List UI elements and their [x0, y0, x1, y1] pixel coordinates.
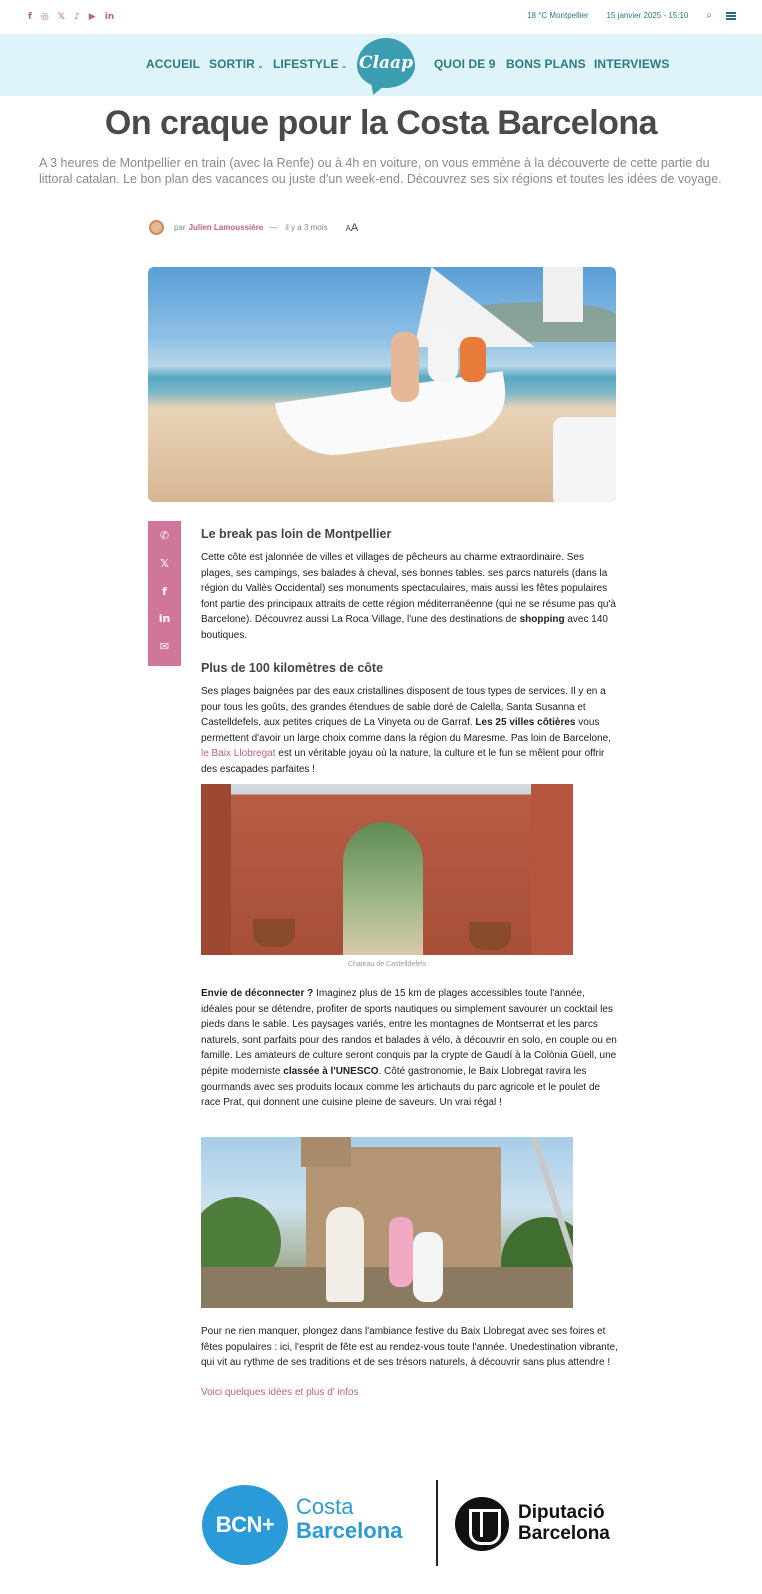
- byline-separator: —: [269, 223, 278, 232]
- instagram-icon[interactable]: ◎: [40, 12, 49, 22]
- main-nav: [0, 34, 762, 96]
- section-4: [201, 1324, 618, 1400]
- font-size-toggle[interactable]: [346, 222, 359, 234]
- section-3: [201, 986, 618, 1111]
- paragraph-4: Pour ne rien manquer, plongez dans l'ambiance festive du Baix Llobregat avec ses foires et fêtes populaires : ici, l'esprit de fête est au rendez-vous toute l'année. Unedestination vibrante, qui vit au rythme de ses traditions et de ses trésors naturels, à découvrir sans plus attendre !: [201, 1326, 618, 1369]
- email-share-icon[interactable]: ✉: [159, 640, 170, 654]
- top-right-info: [527, 10, 736, 21]
- current-date: 15 janvier 2025 - 15:10: [606, 11, 689, 20]
- bcn-logo[interactable]: BCN+: [202, 1485, 288, 1565]
- hero-boat-2: [553, 417, 616, 502]
- site-logo[interactable]: [357, 38, 415, 88]
- bold-text: classée à l'UNESCO: [283, 1065, 379, 1077]
- section-2: [201, 661, 618, 778]
- top-bar: [0, 0, 762, 34]
- nav-item-quoi-de-9[interactable]: [434, 57, 496, 71]
- diputacio-logo[interactable]: [518, 1502, 610, 1544]
- article-lead: A 3 heures de Montpellier en train (avec la Renfe) ou à 4h en voiture, on vous emmène à la découverte de cette partie du littoral catalan. Le bon plan des vacances ou juste d'un week-end. Découvrez ses six régions et toutes les idées de voyage.: [39, 156, 722, 186]
- section-1: [201, 527, 618, 644]
- social-links: [28, 11, 114, 23]
- baix-llobregat-link[interactable]: le Baix Llobregat: [201, 748, 276, 760]
- nav-item-accueil[interactable]: [146, 57, 200, 71]
- tiktok-icon[interactable]: ♪: [74, 12, 80, 22]
- search-icon[interactable]: ⌕: [706, 10, 712, 21]
- whatsapp-icon[interactable]: ✆: [159, 529, 170, 542]
- castle-arch: [343, 822, 423, 955]
- publish-time: il y a 3 mois: [285, 223, 328, 232]
- logo-text: Claap: [359, 53, 413, 73]
- facebook-share-icon[interactable]: f: [162, 584, 167, 598]
- paragraph-3: [201, 986, 618, 1111]
- costa-text: Costa: [296, 1494, 354, 1519]
- byline: [149, 220, 358, 235]
- section-2-paragraph: [201, 684, 618, 778]
- bold-text: shopping: [519, 614, 565, 626]
- menu-icon[interactable]: [726, 12, 736, 20]
- barcelona-text: Barcelona: [518, 1523, 610, 1544]
- share-bar: [148, 521, 181, 666]
- barcelona-text: Barcelona: [296, 1518, 403, 1543]
- nav-item-label: LIFESTYLE: [273, 57, 339, 71]
- flower-pot: [253, 919, 295, 947]
- section-1-title: Le break pas loin de Montpellier: [201, 527, 392, 541]
- nav-item-interviews[interactable]: [594, 57, 669, 71]
- byline-par: par: [174, 223, 186, 232]
- linkedin-share-icon[interactable]: in: [158, 612, 171, 626]
- divider: [436, 1480, 438, 1566]
- castle-wall: [531, 784, 573, 955]
- nav-item-bons-plans[interactable]: [506, 57, 586, 71]
- nav-item-label: INTERVIEWS: [594, 57, 670, 71]
- person: [413, 1232, 443, 1302]
- nav-item-label: QUOI DE 9: [434, 57, 496, 71]
- text: vous permettent d'avoir un large choix comme dans la région du Maresme. Pas loin de Barcelone,: [201, 717, 611, 744]
- bold-text: Envie de déconnecter ?: [201, 988, 314, 999]
- hero-sail-2: [543, 267, 583, 322]
- castle-wall: [201, 784, 231, 955]
- text: Cette côte est jalonnée de villes et villages de pêcheurs au charme extraordinaire. Ses plages, ses campings, ses balades à cheval, ses bonnes tables. ses parcs naturels (dans la région du Vallès Occidental) ses monuments spectaculaires, mais aussi les fêtes populaires font partie des principaux attraits de cette région méditerranéenne (qui ne se résume pas qu'à Barcelone). Découvrez aussi La Roca Village, l'une des destinations de: [201, 552, 616, 626]
- avatar[interactable]: [149, 220, 164, 235]
- author-link[interactable]: Julien Lamoussière: [188, 223, 264, 232]
- weather-readout: 18 °C Montpellier: [527, 11, 589, 20]
- costa-barcelona-logo[interactable]: [296, 1495, 402, 1543]
- x-share-icon[interactable]: 𝕏: [160, 556, 169, 570]
- text: est un véritable joyau où la nature, la culture et le fun se mêlent pour offrir des escapades parfaites !: [201, 748, 605, 775]
- flower-pot: [469, 922, 511, 950]
- diputacio-seal-icon: [455, 1497, 509, 1551]
- linkedin-icon[interactable]: in: [104, 12, 115, 22]
- hero-image: [148, 267, 616, 502]
- text: . Côté gastronomie, le Baix Llobregat ravira les gourmands avec ses produits locaux comme les artichauts du parc agricole et le poulet de race Prat, qui donnent une cuisine pleine de saveurs. Un vrai régal !: [201, 1065, 601, 1109]
- youtube-icon[interactable]: ▶: [88, 12, 96, 22]
- text: Ses plages baignées par des eaux cristallines disposent de tous types de services. Il y en a pour tous les goûts, des grandes étendues de sable doré de Calella, Santa Susanna et Castelldefels, aux petites criques de La Vinyeta ou de Garraf.: [201, 686, 606, 729]
- nav-item-label: SORTIR: [209, 57, 255, 71]
- family-tower-image: [201, 1137, 573, 1308]
- facebook-icon[interactable]: f: [28, 12, 32, 22]
- font-size-small: A: [345, 223, 351, 233]
- image-caption: Chateau de Castelldefels: [347, 961, 427, 968]
- hero-person: [391, 332, 419, 402]
- partner-logos: [200, 1480, 620, 1570]
- text: avec 140 boutiques.: [201, 614, 608, 641]
- tower-top: [301, 1137, 351, 1167]
- chevron-down-icon: ⌄: [256, 61, 264, 70]
- castelldefels-image: [201, 784, 573, 955]
- hero-person: [428, 327, 458, 382]
- diputacio-text: Diputació: [518, 1502, 605, 1523]
- x-icon[interactable]: 𝕏: [57, 12, 66, 22]
- nav-item-label: ACCUEIL: [146, 57, 201, 71]
- font-size-big: A: [350, 221, 359, 234]
- text: Imaginez plus de 15 km de plages accessibles toute l'année, idéales pour se détendre, profiter de sports nautiques ou simplement savourer un cocktail les pieds dans le sable. Les paysages variés, entre les montagnes de Montserrat et les parcs naturels, sont parfaits pour des randos et balades à vélo, à découvrir en solo, en couple ou en famille. Les amateurs de culture seront conquis par la crypte de Gaudí à la Colònia Güell, une pépite moderniste: [201, 988, 617, 1077]
- nav-item-label: BONS PLANS: [506, 57, 586, 71]
- page-title: On craque pour la Costa Barcelona: [104, 104, 658, 142]
- nav-item-sortir[interactable]: [209, 57, 264, 71]
- person: [326, 1207, 364, 1302]
- person: [389, 1217, 413, 1287]
- more-info-link[interactable]: Voici quelques idées et plus d' infos: [201, 1386, 359, 1398]
- bold-text: Les 25 villes côtières: [475, 717, 576, 729]
- section-2-title: Plus de 100 kilomètres de côte: [201, 661, 384, 675]
- hero-person: [460, 337, 486, 382]
- section-1-paragraph: [201, 550, 618, 644]
- chevron-down-icon: ⌄: [340, 61, 348, 70]
- nav-item-lifestyle[interactable]: [273, 57, 347, 71]
- stone-wall: [201, 1267, 573, 1308]
